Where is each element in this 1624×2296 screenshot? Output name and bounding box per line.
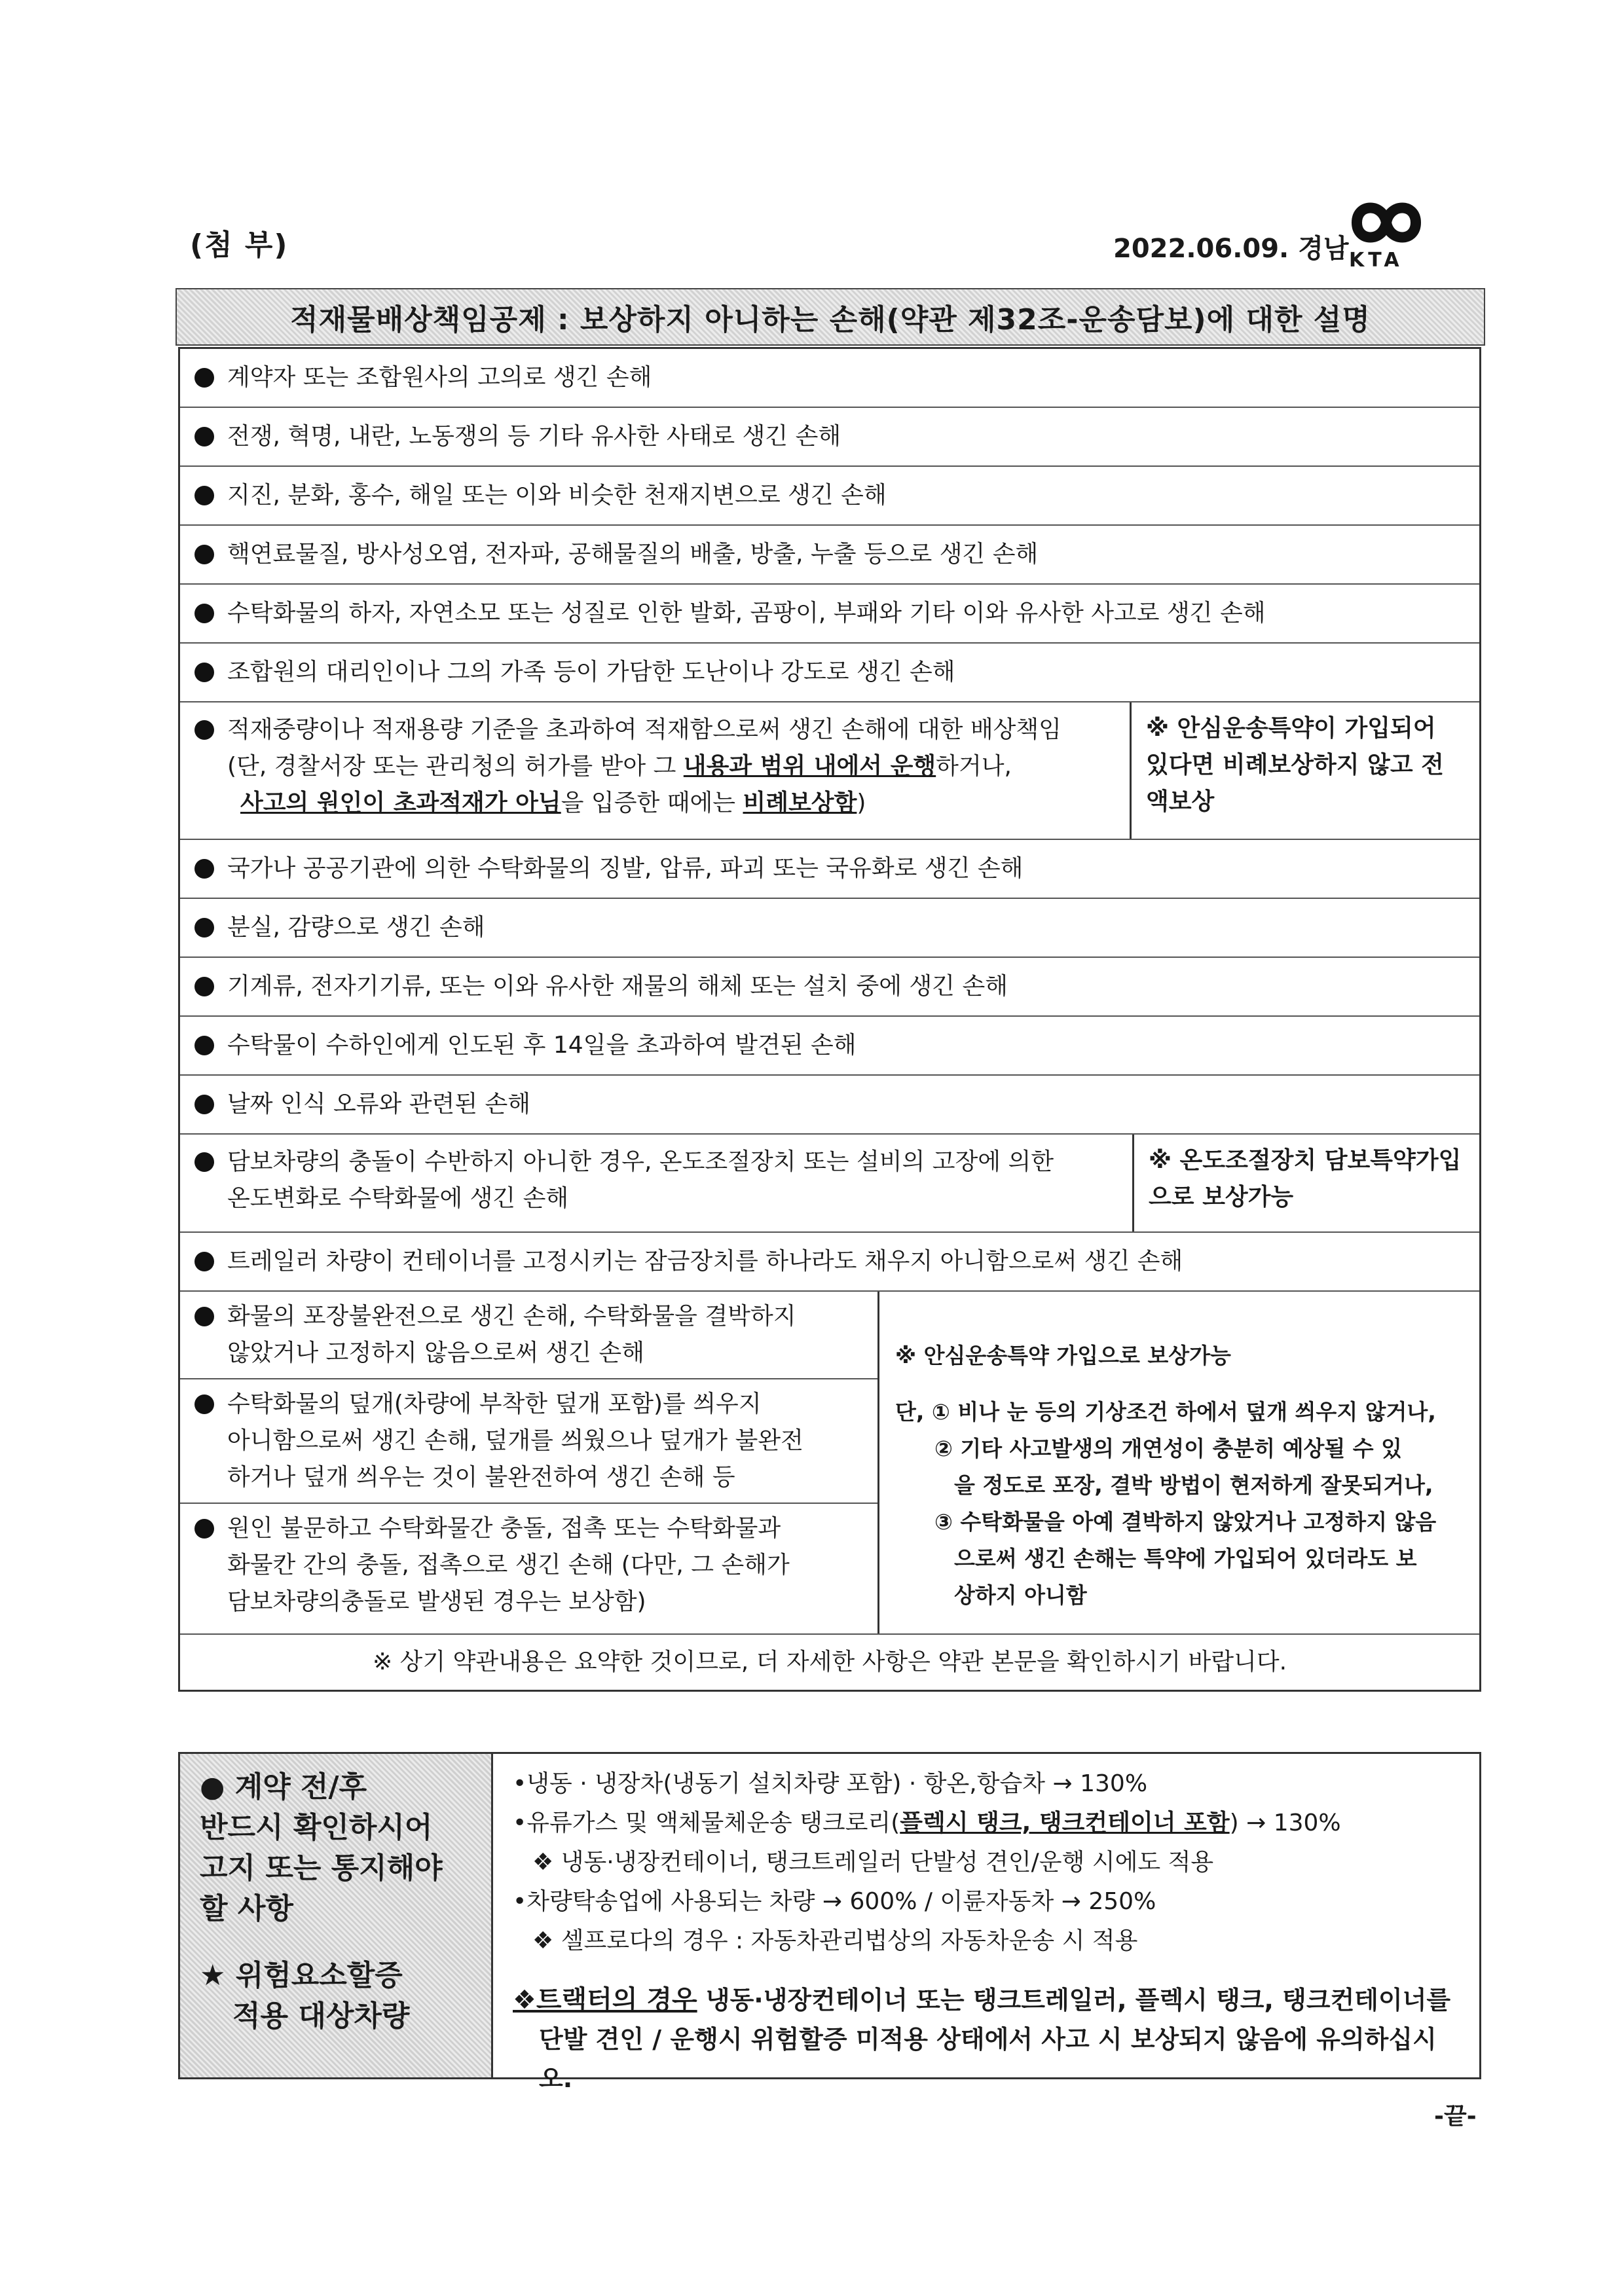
special-note: ※ 안심운송특약이 가입되어 있다면 비례보상하지 않고 전액보상: [1130, 702, 1479, 839]
note-line: 으로써 생긴 손해는 특약에 가입되어 있더라도 보: [954, 1546, 1417, 1571]
notice-line: 단발 견인 / 운행시 위험할증 미적용 상태에서 사고 시 보상되지 않음에 유의하십시오.: [539, 2025, 1437, 2093]
row-text: 수탁화물의 하자, 자연소모 또는 성질로 인한 발화, 곰팡이, 부패와 기타 이와 유사한 사고로 생긴 손해: [227, 600, 1266, 627]
row-text: 핵연료물질, 방사성오염, 전자파, 공해물질의 배출, 방출, 누출 등으로 생긴 손해: [227, 541, 1039, 568]
list-item: [180, 1292, 877, 1379]
bullet-icon: [194, 604, 214, 623]
row-text: 을 입증한 때에는: [561, 790, 743, 816]
row-text: 아니함으로써 생긴 손해, 덮개를 씌웠으나 덮개가 불완전: [227, 1427, 803, 1454]
row-text: 하거나,: [936, 753, 1012, 780]
row-text: 담보차량의충돌로 발생된 경우는 보상함): [227, 1588, 646, 1615]
sidebar-heading: ● 계약 전/후: [200, 1770, 367, 1804]
sidebar-text: 반드시 확인하시어: [200, 1811, 433, 1844]
sidebar-heading: ★ 위험요소할증: [200, 1959, 403, 1992]
bullet-icon: [194, 720, 214, 740]
row-text: 트레일러 차량이 컨테이너를 고정시키는 잠금장치를 하나라도 채우지 아니함으로써 생긴 손해: [227, 1248, 1183, 1275]
bullet-icon: [194, 859, 214, 879]
table-row: [180, 526, 1479, 585]
notice-line: •차량탁송업에 사용되는 차량 → 600% / 이륜자동차 → 250%: [513, 1888, 1156, 1915]
underlined-text: 플렉시 탱크, 탱크컨테이너 포함: [900, 1810, 1230, 1836]
row-text: 수탁물이 수하인에게 인도된 후 14일을 초과하여 발견된 손해: [227, 1032, 857, 1059]
bullet-icon: [194, 918, 214, 938]
bullet-icon: [194, 1394, 214, 1414]
table-row: [180, 702, 1479, 840]
row-text: 화물의 포장불완전으로 생긴 손해, 수탁화물을 결박하지: [227, 1303, 796, 1330]
table-row: [180, 1076, 1479, 1135]
footnote: ※ 상기 약관내용은 요약한 것이므로, 더 자세한 사항은 약관 본문을 확인하시기 바랍니다.: [372, 1649, 1287, 1675]
notice-line: ❖ 셀프로다의 경우 : 자동차관리법상의 자동차운송 시 적용: [532, 1927, 1138, 1954]
notice-text: 냉동·냉장컨테이너 또는 탱크트레일러, 플렉시 탱크, 탱크컨테이너를: [697, 1986, 1451, 2014]
list-item: [180, 1504, 877, 1627]
cargo-group: [180, 1292, 1479, 1635]
sidebar-text: 고지 또는 통지해야: [200, 1851, 443, 1885]
note-line: 을 정도로 포장, 결박 방법이 현저하게 잘못되거나,: [954, 1472, 1433, 1498]
note-line: 상하지 아니함: [954, 1582, 1087, 1608]
notice-content: [493, 1754, 1479, 2093]
table-row: [180, 408, 1479, 467]
table-row: [180, 644, 1479, 702]
table-row: [180, 1233, 1479, 1292]
bullet-icon: [194, 663, 214, 682]
bullet-icon: [194, 977, 214, 996]
underlined-text: 사고의 원인이 초과적재가 아님: [240, 790, 561, 816]
bullet-icon: [194, 1252, 214, 1271]
notice-sidebar: [180, 1754, 493, 2077]
logo-text: KTA: [1349, 249, 1403, 272]
table-row: [180, 899, 1479, 958]
row-text: 국가나 공공기관에 의한 수탁화물의 징발, 압류, 파괴 또는 국유화로 생긴 손해: [227, 855, 1024, 882]
note-line: ② 기타 사고발생의 개연성이 충분히 예상될 수 있: [934, 1436, 1403, 1461]
row-text: 온도변화로 수탁화물에 생긴 손해: [227, 1185, 569, 1212]
underlined-text: 비례보상함: [743, 790, 857, 816]
bullet-icon: [194, 1095, 214, 1114]
table-row: [180, 958, 1479, 1017]
table-row: [180, 467, 1479, 526]
bullet-icon: [194, 1307, 214, 1326]
row-text: 분실, 감량으로 생긴 손해: [227, 914, 485, 941]
row-text: 않았거나 고정하지 않음으로써 생긴 손해: [227, 1339, 644, 1366]
kta-logo-mark-icon: [1344, 196, 1429, 249]
row-text: 지진, 분화, 홍수, 해일 또는 이와 비슷한 천재지변으로 생긴 손해: [227, 482, 887, 509]
row-text: 날짜 인식 오류와 관련된 손해: [227, 1091, 531, 1118]
row-text: 전쟁, 혁명, 내란, 노동쟁의 등 기타 유사한 사태로 생긴 손해: [227, 423, 841, 450]
date-text: 2022.06.09.: [1113, 234, 1289, 264]
row-text: 적재중량이나 적재용량 기준을 초과하여 적재함으로써 생긴 손해에 대한 배상책임: [227, 716, 1061, 743]
special-note: ※ 온도조절장치 담보특약가입으로 보상가능: [1132, 1135, 1479, 1231]
row-text: 원인 불문하고 수탁화물간 충돌, 접촉 또는 수탁화물과: [227, 1515, 781, 1542]
list-item: [180, 1379, 877, 1504]
exclusion-table: [178, 347, 1481, 1692]
notice-line: •냉동 · 냉장차(냉동기 설치차량 포함) · 항온,항습차 → 130%: [513, 1770, 1148, 1797]
row-text: 조합원의 대리인이나 그의 가족 등이 가담한 도난이나 강도로 생긴 손해: [227, 659, 955, 685]
table-row: [180, 840, 1479, 899]
region-text: 경남: [1298, 234, 1349, 264]
row-text: 화물칸 간의 충돌, 접촉으로 생긴 손해 (다만, 그 손해가: [227, 1552, 790, 1578]
page-title: 적재물배상책임공제 : 보상하지 아니하는 손해(약관 제32조-운송담보)에 대한 설명: [175, 288, 1485, 346]
row-text: 기계류, 전자기기류, 또는 이와 유사한 재물의 해체 또는 설치 중에 생긴 손해: [227, 973, 1008, 1000]
bullet-icon: [194, 427, 214, 446]
bullet-icon: [194, 545, 214, 564]
table-row: [180, 1135, 1479, 1233]
document-date: [1113, 228, 1348, 265]
bullet-icon: [194, 486, 214, 505]
notice-text: •유류가스 및 액체물체운송 탱크로리(: [513, 1810, 900, 1836]
notice-line: ❖ 냉동·냉장컨테이너, 탱크트레일러 단발성 견인/운행 시에도 적용: [532, 1849, 1214, 1876]
bullet-icon: [194, 1519, 214, 1539]
underlined-text: ❖트랙터의 경우: [513, 1985, 697, 2015]
row-text: 하거나 덮개 씌우는 것이 불완전하여 생긴 손해 등: [227, 1464, 735, 1491]
bullet-icon: [194, 1036, 214, 1055]
table-row: [180, 585, 1479, 644]
underlined-text: 내용과 범위 내에서 운행: [683, 753, 936, 780]
table-footnote-row: [180, 1635, 1479, 1690]
notice-text: ) → 130%: [1229, 1810, 1341, 1836]
row-text: 담보차량의 충돌이 수반하지 아니한 경우, 온도조절장치 또는 설비의 고장에 의한: [227, 1148, 1054, 1175]
bullet-icon: [194, 1152, 214, 1172]
notice-line: [513, 1980, 1460, 2020]
cargo-group-items: [180, 1292, 879, 1633]
row-text: ): [857, 790, 866, 816]
note-title: ※ 안심운송특약 가입으로 보상가능: [895, 1343, 1231, 1368]
row-text: 계약자 또는 조합원사의 고의로 생긴 손해: [227, 364, 652, 391]
table-row: [180, 1017, 1479, 1076]
row-text: 수탁화물의 덮개(차량에 부착한 덮개 포함)를 씌우지: [227, 1391, 762, 1417]
sidebar-text: 적용 대상차량: [232, 1999, 410, 2033]
special-note: [879, 1292, 1479, 1633]
note-line: 단, ① 비나 눈 등의 기상조건 하에서 덮개 씌우지 않거나,: [895, 1399, 1436, 1425]
note-line: ③ 수탁화물을 아예 결박하지 않았거나 고정하지 않음: [934, 1509, 1437, 1535]
kta-logo: [1344, 196, 1429, 275]
sidebar-text: 할 사항: [200, 1892, 293, 1925]
attachment-label: (첨 부): [190, 228, 289, 262]
row-text: (단, 경찰서장 또는 관리청의 허가를 받아 그: [227, 753, 684, 780]
notice-box: [178, 1752, 1481, 2093]
notice-line: [513, 1804, 1460, 1843]
table-row: [180, 349, 1479, 408]
bullet-icon: [194, 368, 214, 388]
end-mark: -끝-: [1434, 2103, 1477, 2130]
